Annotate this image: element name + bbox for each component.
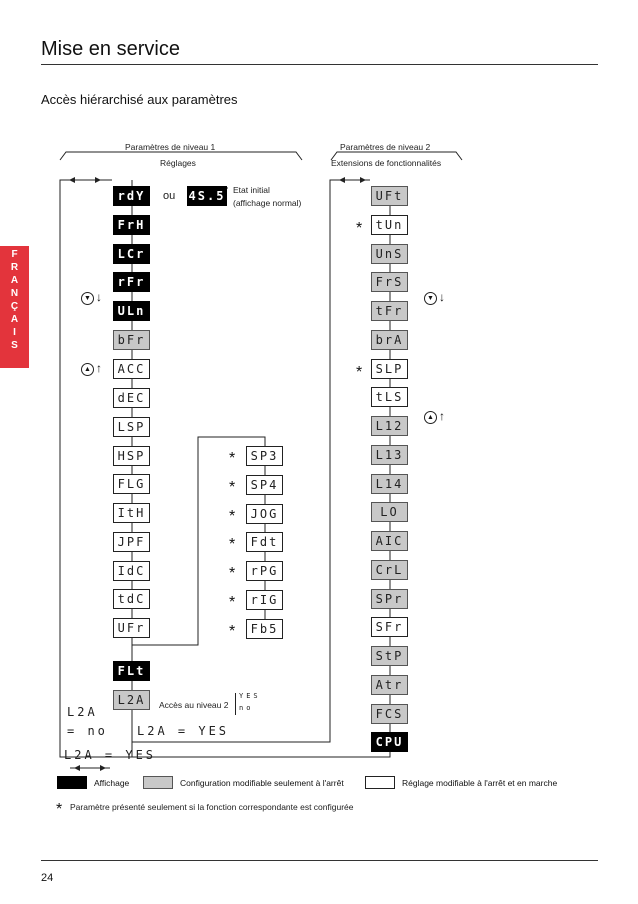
param-box-flg: FLG xyxy=(113,474,150,494)
yes-display-box: 4S.5 xyxy=(187,186,227,206)
tab-letter: I xyxy=(13,327,16,338)
param-box-bra: brA xyxy=(371,330,408,350)
or-label: ou xyxy=(163,190,176,202)
yes-choice: YES xyxy=(239,692,261,700)
param-box-tdc: tdC xyxy=(113,589,150,609)
up-key-icon: ▲ xyxy=(424,411,437,424)
no-choice: no xyxy=(239,704,254,712)
tab-letter: A xyxy=(10,275,19,286)
param-box-spr: SPr xyxy=(371,589,408,609)
down-key-icon: ▼ xyxy=(424,292,437,305)
param-box-hsp: HSP xyxy=(113,446,150,466)
param-box-atr: Atr xyxy=(371,675,408,695)
down-key-icon: ▼ xyxy=(81,292,94,305)
asterisk-icon: * xyxy=(229,565,236,583)
asterisk-icon: * xyxy=(356,220,363,237)
page-title: Mise en service xyxy=(41,38,180,60)
param-box-ith: ItH xyxy=(113,503,150,523)
level2-sub: Extensions de fonctionnalités xyxy=(331,158,442,168)
up-arrow-icon: ↑ xyxy=(96,361,102,375)
l2a-yes-mid-label: L2A = YES xyxy=(137,724,230,738)
l2a-yes-bottom-label: L2A = YES xyxy=(64,748,157,762)
param-box-rfr: rFr xyxy=(113,272,150,292)
param-box-stp: StP xyxy=(371,646,408,666)
param-box-jpf: JPF xyxy=(113,532,150,552)
initial-state-note: (affichage normal) xyxy=(233,198,302,208)
param-box-uns: UnS xyxy=(371,244,408,264)
param-box-sp4: SP4 xyxy=(246,475,283,495)
param-box-fcs: FCS xyxy=(371,704,408,724)
page-number: 24 xyxy=(41,872,54,884)
legend-black-swatch xyxy=(57,776,87,789)
param-box-uln: ULn xyxy=(113,301,150,321)
param-box-rdy: rdY xyxy=(113,186,150,206)
param-box-tls: tLS xyxy=(371,387,408,407)
param-box-aic: AIC xyxy=(371,531,408,551)
initial-state-label: Etat initial xyxy=(233,185,270,195)
param-box-acc: ACC xyxy=(113,359,150,379)
param-box-dec: dEC xyxy=(113,388,150,408)
level2-header: Paramètres de niveau 2 xyxy=(340,142,431,152)
param-box-idc: IdC xyxy=(113,561,150,581)
tab-letter: S xyxy=(11,340,18,351)
asterisk-icon: * xyxy=(229,478,236,496)
legend-grey-swatch xyxy=(143,776,173,789)
legend-config-text: Configuration modifiable seulement à l'arrêt xyxy=(180,778,344,788)
level1-sub: Réglages xyxy=(160,158,196,168)
param-box-uft: UFt xyxy=(371,186,408,206)
choice-divider xyxy=(235,693,236,715)
param-box-tfr: tFr xyxy=(371,301,408,321)
param-box-ufr: UFr xyxy=(113,618,150,638)
param-box-jog: JOG xyxy=(246,504,283,524)
tab-letter: Ç xyxy=(10,301,19,312)
down-arrow-icon: ↓ xyxy=(439,290,445,304)
param-box-rig: rIG xyxy=(246,590,283,610)
tab-letter: N xyxy=(10,288,19,299)
l2a-left-label: L2A xyxy=(67,705,98,719)
tab-letter: A xyxy=(10,314,19,325)
asterisk-icon: * xyxy=(229,536,236,554)
asterisk-icon: * xyxy=(56,801,63,818)
asterisk-icon: * xyxy=(229,622,236,640)
asterisk-icon: * xyxy=(229,594,236,611)
param-box-rpg: rPG xyxy=(246,561,283,581)
param-box-flt: FLt xyxy=(113,661,150,681)
legend-setting-text: Réglage modifiable à l'arrêt et en marche xyxy=(402,778,558,788)
tab-letter: F xyxy=(11,249,18,260)
asterisk-icon: * xyxy=(229,507,236,525)
asterisk-icon: * xyxy=(229,450,236,467)
param-box-tun: tUn xyxy=(371,215,408,235)
param-box-fdt: Fdt xyxy=(246,532,283,552)
param-box-l2a: L2A xyxy=(113,690,150,710)
up-key-icon: ▲ xyxy=(81,363,94,376)
param-box-sfr: SFr xyxy=(371,617,408,637)
legend-display-text: Affichage xyxy=(94,778,130,788)
param-box-frs: FrS xyxy=(371,272,408,292)
legend-white-swatch xyxy=(365,776,395,789)
up-arrow-icon: ↑ xyxy=(439,409,445,423)
section-subtitle: Accès hiérarchisé aux paramètres xyxy=(41,92,238,107)
down-arrow-icon: ↓ xyxy=(96,290,102,304)
param-box-slp: SLP xyxy=(371,359,408,379)
level1-header: Paramètres de niveau 1 xyxy=(125,142,216,152)
param-box-crl: CrL xyxy=(371,560,408,580)
param-box-lo: LO xyxy=(371,502,408,522)
param-box-l12: L12 xyxy=(371,416,408,436)
access-level2-label: Accès au niveau 2 xyxy=(159,700,229,710)
param-box-cpu: CPU xyxy=(371,732,408,752)
param-box-l13: L13 xyxy=(371,445,408,465)
param-box-frh: FrH xyxy=(113,215,150,235)
param-box-l14: L14 xyxy=(371,474,408,494)
tab-letter: R xyxy=(10,262,19,273)
param-box-lcr: LCr xyxy=(113,244,150,264)
param-box-sp3: SP3 xyxy=(246,446,283,466)
footer-rule xyxy=(41,860,598,861)
asterisk-icon: * xyxy=(356,363,363,381)
param-box-fb5: Fb5 xyxy=(246,619,283,639)
equals-no-label: = no xyxy=(67,724,108,738)
param-box-bfr: bFr xyxy=(113,330,150,350)
param-box-lsp: LSP xyxy=(113,417,150,437)
footnote: Paramètre présenté seulement si la fonction correspondante est configurée xyxy=(70,802,354,812)
